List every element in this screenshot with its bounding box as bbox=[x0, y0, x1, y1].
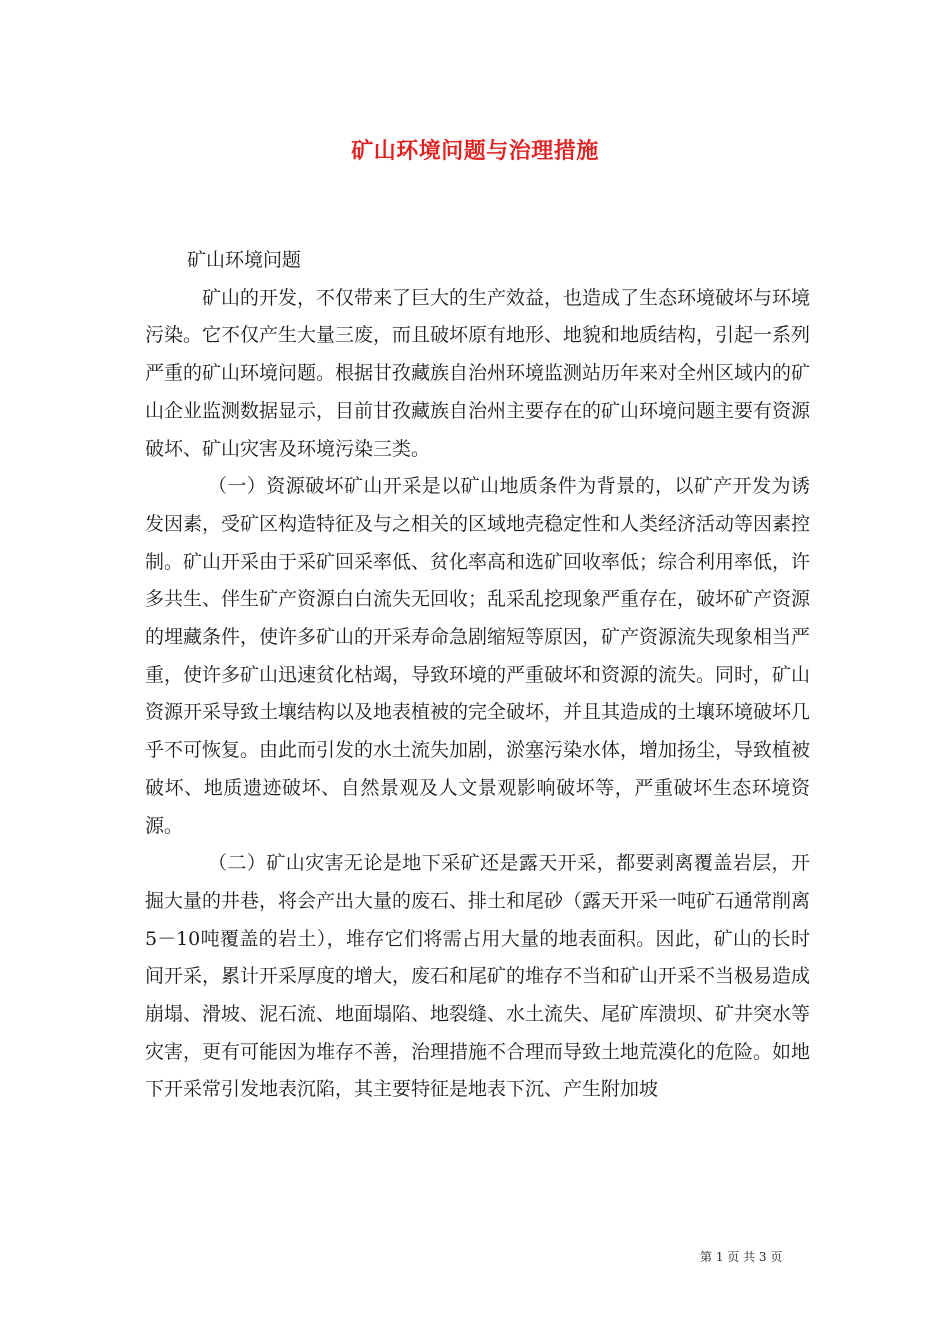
document-body bbox=[145, 242, 810, 1109]
section-heading: 矿山环境问题 bbox=[187, 249, 302, 271]
page-number-footer: 第 1 页 共 3 页 bbox=[700, 1250, 783, 1264]
paragraph-mine-disaster: （二）矿山灾害无论是地下采矿还是露天开采，都要剥离覆盖岩层，开掘大量的井巷，将会产出大量的废石、排土和尾砂（露天开采一吨矿石通常削离5－10吨覆盖的岩土），堆存它们将需占用大量的地表面积。因此，矿山的长时间开采，累计开采厚度的增大，废石和尾矿的堆存不当和矿山开采不当极易造成崩塌、滑坡、泥石流、地面塌陷、地裂缝、水土流失、尾矿库溃坝、矿井突水等灾害，更有可能因为堆存不善，治理措施不合理而导致土地荒漠化的危险。如地下开采常引发地表沉陷，其主要特征是地表下沉、产生附加坡 bbox=[145, 852, 811, 1101]
paragraph-resource-damage: （一）资源破坏矿山开采是以矿山地质条件为背景的，以矿产开发为诱发因素，受矿区构造特征及与之相关的区域地壳稳定性和人类经济活动等因素控制。矿山开采由于采矿回采率低、贫化率高和选矿回收率低；综合利用率低，许多共生、伴生矿产资源白白流失无回收；乱采乱挖现象严重存在，破坏矿产资源的埋藏条件，使许多矿山的开采寿命急剧缩短等原因，矿产资源流失现象相当严重，使许多矿山迅速贫化枯竭，导致环境的严重破坏和资源的流失。同时，矿山资源开采导致土壤结构以及地表植被的完全破坏，并且其造成的土壤环境破坏几乎不可恢复。由此而引发的水土流失加剧，淤塞污染水体，增加扬尘，导致植被破坏、地质遗迹破坏、自然景观及人文景观影响破坏等，严重破坏生态环境资源。 bbox=[145, 475, 811, 837]
document-title: 矿山环境问题与治理措施 bbox=[351, 138, 599, 164]
paragraph-intro: 矿山的开发，不仅带来了巨大的生产效益，也造成了生态环境破坏与环境污染。它不仅产生大量三废，而且破坏原有地形、地貌和地质结构，引起一系列严重的矿山环境问题。根据甘孜藏族自治州环境监测站历年来对全州区域内的矿山企业监测数据显示，目前甘孜藏族自治州主要存在的矿山环境问题主要有资源破坏、矿山灾害及环境污染三类。 bbox=[145, 286, 811, 460]
